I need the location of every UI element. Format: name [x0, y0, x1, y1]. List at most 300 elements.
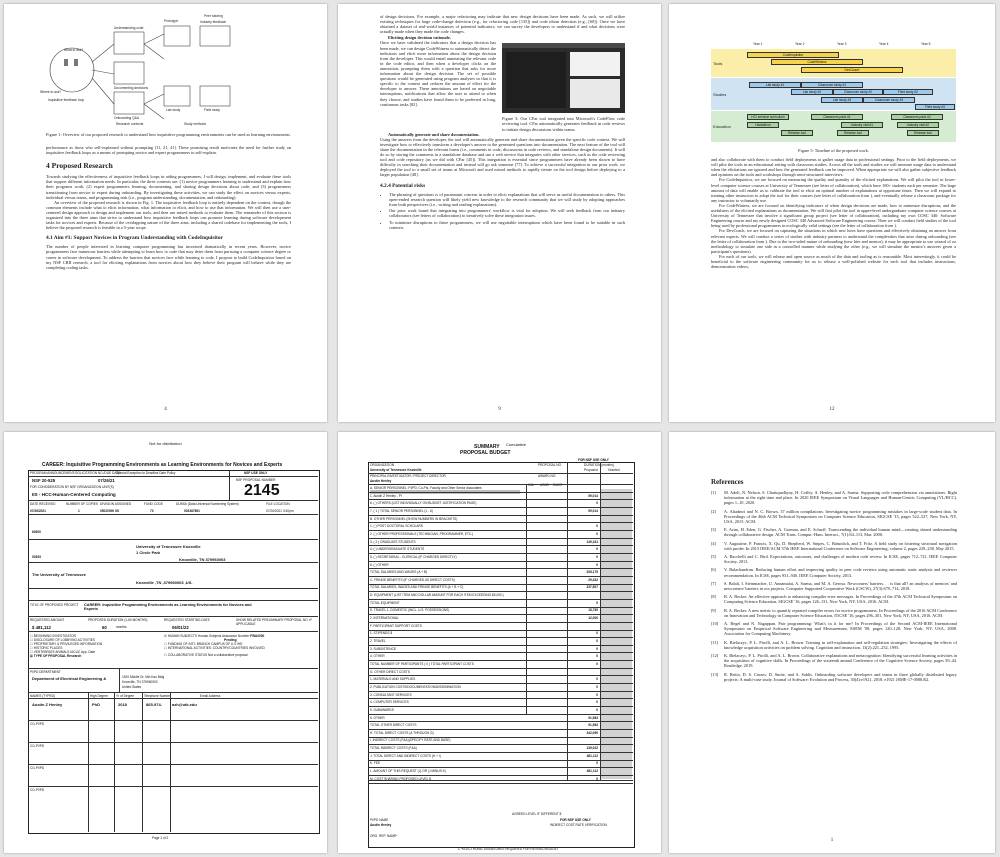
field-label: PI/PD NAME: [370, 818, 389, 822]
budget-row-value: 59,014: [588, 493, 598, 498]
field-label: PROGRAM ANNOUNCEMENT/SOLICITATION NO./DUE DATE: [30, 471, 121, 475]
budget-row-label: 2. TRAVEL: [370, 639, 386, 643]
reference-item: [711, 621, 957, 637]
fig-label: Inquisitive feedback loop: [48, 98, 85, 102]
timeline-bar: Release tool: [907, 130, 939, 136]
budget-row-label: L. AMOUNT OF THIS REQUEST (J) OR (J MINUS K): [370, 769, 446, 774]
page-number: 1: [830, 838, 834, 843]
checkbox-item: ☒ HUMAN SUBJECTS Human Subjects Assurance Number FWA0000: [164, 634, 265, 638]
budget-row-divider: [368, 767, 633, 768]
year-label: Year 4: [879, 42, 889, 46]
budget-row-divider: [368, 499, 633, 500]
pi-degree-year: 2018: [118, 702, 127, 707]
reference-text: K. Bielaczyc, P. L. Pirolli, and A. L. Brown. Training in self-explanation and self-regulation strategies: Investigating the effects of knowledge acquisition activities on problem solving. Cognition and instruction, 13(2):221–252, 1995.: [724, 639, 957, 650]
year-label: Year 1: [753, 42, 763, 46]
budget-row-label: 4. COMPUTER SERVICES: [370, 700, 409, 705]
duration-value: 60: [102, 625, 107, 630]
reference-item: [711, 640, 957, 650]
awardee-address: 1 Circle Park: [136, 550, 161, 555]
budget-row-label: TOTAL SALARIES, WAGES AND FRINGE BENEFITS (A + B + C): [370, 585, 464, 590]
field-label: AWARD NO.: [538, 474, 557, 478]
paragraph: performance as those who self-explained without prompting [11, 21, 41]. These promising result motivates the need for further study on inquisitive feedback loops as a means of prompting novice and expert programmers to self-explain.: [46, 145, 291, 156]
reference-text: E. Arias, H. Eden, G. Fischer, A. Gorman, and E. Scharff. Transcending the individual human mind—creating shared understanding through collaborative design. ACM Trans. Comput.-Hum. Interact., 7(1):84–113, Mar. 2000.: [724, 527, 957, 538]
pi-address: 1520 Middle Dr, Min Kao Bldg: [122, 675, 165, 679]
field-label: DUNS# (Data Universal Numbering System): [176, 502, 239, 506]
reference-number: [6]: [711, 567, 717, 573]
col-header: Telephone Number: [144, 694, 171, 698]
ein-value: 62600: [32, 530, 41, 534]
row-label: Studies: [713, 92, 727, 97]
budget-row-divider: [368, 652, 633, 653]
timeline-bar: Release tool: [837, 130, 869, 136]
row-label: Education: [713, 124, 731, 129]
timeline-bar: Classroom study #2: [833, 89, 883, 95]
field-label: Proposed: [584, 468, 598, 472]
budget-row-label: 3. ( 2 ) GRADUATE STUDENTS: [370, 539, 416, 544]
budget-row-divider: [368, 492, 633, 493]
col-header: Yr of Degree: [116, 694, 135, 698]
budget-row-value: 0: [596, 707, 598, 712]
budget-row-value: 0: [596, 631, 598, 636]
month-header: SUMR: [553, 483, 563, 487]
copi-label: CO-PI/PD: [30, 766, 45, 770]
fig-label: Documenting decisions: [114, 86, 149, 90]
field-label: PROPOSED DURATION (1-60 MONTHS): [88, 618, 148, 622]
file-location: 07/26/2021 3:40pm: [266, 509, 294, 513]
reference-list: [711, 490, 957, 682]
budget-row-value: 0: [596, 554, 598, 559]
budget-row-label: TOTAL SALARIES AND WAGES (A + B): [370, 570, 428, 575]
budget-row-divider: [368, 721, 633, 722]
budget-row-value: 0: [596, 639, 598, 643]
budget-row-value: 139,022: [586, 746, 598, 751]
budget-row-label: F. PARTICIPANT SUPPORT COSTS: [370, 623, 422, 628]
field-label: REQUESTED AMOUNT: [30, 618, 65, 622]
fig-label: Study methods: [184, 122, 206, 126]
pi-department: Department of Electrical Engineering &: [32, 676, 107, 681]
copi-label: CO-PI/PD: [30, 722, 45, 726]
reference-item: [711, 672, 957, 682]
budget-row-label: TOTAL OTHER DIRECT COSTS: [370, 723, 417, 728]
reference-number: [1]: [711, 490, 717, 495]
fig-label: Field study: [204, 108, 220, 112]
timeline-figure: [711, 42, 956, 142]
budget-row-label: TOTAL INDIRECT COSTS (F&A): [370, 746, 417, 751]
page-body: [380, 14, 625, 232]
budget-row-value: 0: [596, 776, 598, 781]
budget-row-label: 1. Austin Z Henley - PI: [370, 493, 402, 498]
field-label: REQUESTED STARTING DATE: [164, 618, 210, 622]
budget-row-value: 481,112: [586, 769, 598, 774]
budget-row-value: 0: [596, 661, 598, 666]
reference-number: [3]: [711, 527, 717, 533]
reference-item: [711, 581, 957, 591]
budget-row-divider: [368, 760, 633, 761]
reference-number: [4]: [711, 540, 717, 546]
paragraph: and also collaborate with them to conduct field deployments to gather usage data in professional settings. Prior to the field deployments, we will pilot the tools in an educational setting with classroom studies. Across all the tools and studies we will measure usage data to understand when the elicitations are ignored and how the generated feedback can be improved. When appropriate we will also gather subjective feedback and opinions on the tools and workshops through semi-structured interviews.: [711, 157, 956, 178]
copies-value: 1: [78, 509, 80, 513]
timeline-bar: Hackathon: [747, 122, 779, 128]
budget-row-label: TOTAL NUMBER OF PARTICIPANTS ( 0 ) TOTAL PARTICIPANT COSTS: [370, 661, 474, 666]
reference-number: [9]: [711, 607, 717, 613]
budget-row-value: 0: [596, 654, 598, 659]
awardee-city: Knoxville, TN 379960003: [179, 557, 226, 562]
budget-row-divider: [368, 607, 633, 608]
paragraph: For CodeInquisitor, we are focused on measuring the quality and quantity of the elicited explanations. We will pilot the tool in lower-level computer science courses at University of Tennessee (see letter of collaboration), which have 100+ students each per semester. The large amount of data will enable us to calibrate the tool to elicit an optimal number of explanations at opportune times. Then we will expand to training other instructors to adopt the tool for their courses (see letter of collaboration from ), and eventually release a classroom package for any instructor to voluntarily use.: [711, 177, 956, 203]
reference-text: V. Balachandran. Reducing human effort and improving quality in peer code reviews using automatic static analysis and reviewer recommendation. In ICSE, pages 931–940. IEEE Computer Society, 2013.: [724, 567, 957, 578]
budget-row-value: 0: [596, 646, 598, 651]
timeline-bar: DevCoach: [801, 67, 903, 73]
reference-number: [8]: [711, 594, 717, 600]
field-label: NSF PROPOSAL NUMBER: [236, 478, 276, 482]
paragraph: For each of our tools, we will release and open source as much of the data and tooling as is reasonable. Most interestingly, it could be beneficial to the software engineering community for us to release a well-polished website for each tool that includes instructions, demonstration videos,: [711, 253, 956, 270]
timeline-bar: Lab study #1: [749, 82, 801, 88]
budget-row-label: 2. ( ) OTHER PROFESSIONALS (TECHNICIAN, PROGRAMMER, ETC.): [370, 531, 474, 536]
figure-caption: Figure 5: Timeline of the proposed work.: [798, 148, 869, 153]
budget-row-divider: [368, 538, 633, 539]
field-label: Granted: [608, 468, 620, 472]
field-label: FOR CONSIDERATION BY NSF ORGANIZATION UNIT(S): [30, 485, 114, 489]
checkbox-item: ☐ HISTORIC PLACES: [30, 646, 63, 650]
performing-org: The University of Tennessee: [32, 572, 86, 577]
subsection-heading: 4.1 Aim #1: Support Novices in Program Understanding with CodeInquisitor: [46, 235, 223, 242]
budget-row-label: 2. INTERNATIONAL: [370, 616, 399, 621]
awardee-code: 00353: [32, 555, 41, 559]
budget-row-divider: [368, 522, 633, 523]
budget-row-label: G. OTHER DIRECT COSTS: [370, 669, 410, 674]
budget-row-value: 0: [596, 501, 598, 506]
copi-label: CO-PI/PD: [30, 744, 45, 748]
reference-number: [5]: [711, 554, 717, 560]
timeline-bar: Field study #2: [883, 89, 933, 95]
checkbox-item: ☒ TYPE OF PROPOSAL Research: [30, 654, 82, 658]
field-label: TITLE OF PROPOSED PROJECT: [30, 603, 79, 607]
list-item: • Our prior work found that integrating into programmers' workflow is vital for adoption. We will seek feedback from our industry collaborators (see letters of collaboration) to iteratively solve these integration issues.: [389, 208, 625, 218]
duration-unit: months: [116, 625, 127, 629]
budget-row-value: 0: [596, 524, 598, 529]
page-12: [669, 4, 995, 422]
timeline-bar: CodeWitness: [771, 59, 863, 65]
fig-label: Where to ask?: [40, 90, 62, 94]
checkbox-item: ☐ BEGINNING INVESTIGATOR: [30, 634, 76, 638]
field-label: ORG. REP. NAME*: [370, 834, 398, 838]
budget-row-divider: [368, 744, 633, 745]
division-value: 05020000 IIS: [100, 509, 119, 513]
fig-label: Industry feedback: [200, 20, 227, 24]
budget-row-label: 4. ( ) UNDERGRADUATE STUDENTS: [370, 547, 425, 552]
timeline-bar: Industry visit #1: [841, 122, 883, 128]
figure-caption: Figure 3: Our CFar tool integrated into Microsoft's CodeFlow code reviewing tool. CFar automatically generates feedback in code reviews to initiate design discussions within teams.: [502, 116, 625, 132]
budget-row-value: 91,583: [588, 723, 598, 728]
timeline-bar: Industry visit #2: [897, 122, 939, 128]
timeline-bar: Classroom study #3: [863, 97, 915, 103]
pi-sign-name: Austin Henley: [370, 823, 392, 827]
budget-row-divider: [368, 599, 633, 600]
reference-text: B. A. Becker. A new metric to quantify repeated compiler errors for novice programmers. In Proceedings of the 2016 ACM Conference on Innovation and Technology in Computer Science Education, ITiCSE '16, pages 296–301, New York, NY, USA, 2016. ACM.: [724, 607, 957, 618]
org-unit-value: IIS - HCC-Human-Centered Computing: [32, 492, 116, 497]
reference-item: [711, 608, 957, 618]
budget-row-label: 4. OTHER: [370, 654, 385, 659]
budget-row-label: D. EQUIPMENT (LIST ITEM AND DOLLAR AMOUNT FOR EACH ITEM EXCEEDING $5,000.): [370, 593, 504, 598]
timeline-bar: Classroom pack #2: [891, 114, 943, 120]
budget-row-divider: [368, 737, 633, 738]
row-label: Tools: [713, 61, 723, 66]
nsf-use-label: FOR NSF USE ONLY: [578, 458, 609, 462]
field-label: DIVISION ASSIGNED: [100, 502, 132, 506]
budget-row-label: 3. CONSULTANT SERVICES: [370, 692, 412, 697]
budget-row-value: 0: [596, 684, 598, 689]
budget-row-divider: [368, 691, 633, 692]
reference-number: [12]: [711, 653, 719, 659]
timeline-bar: Lab study #2: [791, 89, 833, 95]
reference-item: [711, 527, 957, 537]
budget-row-divider: [368, 660, 633, 661]
paragraph-heading: Eliciting design decision rationale.: [388, 35, 451, 41]
budget-row-value: 208,175: [586, 570, 598, 575]
budget-row-label: 6. OTHER: [370, 715, 385, 720]
form-page-number: Page 1 of 2: [152, 836, 169, 840]
budget-row-label: 6. ( ) OTHERS (LIST INDIVIDUALLY ON BUDGET JUSTIFICATION PAGE): [370, 501, 477, 506]
checkbox-item: ☐ PROPRIETARY & PRIVILEGED INFORMATION: [30, 642, 103, 646]
fig-label: Understanding code: [114, 26, 144, 30]
reference-item: [711, 509, 957, 525]
budget-row-label: E. TRAVEL 1. DOMESTIC (INCL. U.S. POSSESSIONS): [370, 608, 450, 613]
budget-row-value: 149,161: [586, 539, 598, 544]
fig-label: Prototype: [164, 19, 179, 23]
budget-row-value: 481,112: [586, 753, 598, 758]
paragraph: For DevCoach, we are focused on capturing the situations in which new hires have questions and effectively obtaining an answer from relevant experts. We will conduct a series of studies with industry partners to understand the complexities that arise during onboarding (see the letter of collaboration from ). Due to the two-sided nature of onboarding (new hire and mentor), it may be appropriate to use wizard of oz methodology to simulate one side in a controlled manner while studying the other (e.g., we will simulate the mentor's answers given a participant's questions).: [711, 228, 956, 254]
budget-row-label: 1. MATERIALS AND SUPPLIES: [370, 677, 416, 682]
pi-email: azh@utk.edu: [172, 702, 197, 707]
budget-row-value: 29,332: [588, 577, 598, 582]
requested-amount: $ 481,112: [32, 625, 51, 630]
paragraph: Using the answers from the developer, the tool will automatically generate and share documentation given the specific code context. We will investigate how to effectively transform a developer's answer to the generated questions into documentation. The next feature of the tool will share the documentation in the relevant forms (i.e., comments in code, discussions in code reviews, and standalone design documents). It will do so by storing the comments in a standalone database and use a web service that integrates with other services, such as the code reviewing tool and code repository (as we did with CFar [45]). This integration is essential since programmers have already been shown to have difficulty in searching their documentation and instead will go ask someone [77]. To achieve a successful integration in our prior work, we deployed the tool to a small set of teams at Microsoft and used mixed methods to rapidly iterate on the tool design before deploying to a larger population [48].: [380, 136, 625, 178]
budget-row-value: 12,000: [588, 616, 598, 621]
budget-row-divider: [368, 530, 633, 531]
start-date: 06/01/22: [172, 625, 189, 630]
budget-row-value: 15,750: [588, 608, 598, 613]
budget-row-divider: [368, 584, 633, 585]
fund-value: 73: [150, 509, 154, 513]
field-label: DURATION (months): [584, 463, 614, 467]
pi-address: Knoxville, TN 379960003: [122, 680, 158, 684]
reference-text: A. Bacchelli and C. Bird. Expectations, outcomes, and challenges of modern code review. In ICSE, pages 712–721. IEEE Computer Society, 2013.: [724, 554, 957, 565]
budget-row-value: 91,583: [588, 715, 598, 720]
field-label: Special Exception to Deadline Date Policy: [116, 471, 176, 475]
page-body: [711, 472, 957, 685]
duns-value: 003387891: [184, 509, 200, 513]
fig-label: Research contexts: [116, 122, 144, 126]
field-label: SHOW RELATED PRELIMINARY PROPOSAL NO. IF APPLICABLE: [236, 618, 313, 626]
budget-row-label: 6. ( ) OTHER: [370, 562, 389, 567]
budget-row-value: 0: [596, 692, 598, 697]
paragraph: For CodeWitness, we are focused on identifying indicators of when design decisions are made, how to minimize disruptions, and the usefulness of the elicited explanations as documentation. We will first pilot the tool in upper-level undergraduate computer science courses at University of Tennessee that involve a significant group project (see letter of collaboration), including my own COSC 340: Software Engineering course and my newly designed COSC 340 Advanced Software Engineering course. Then we will conduct field studies of the tool being used by professional programmers in ecologically valid settings (see the letter of collaboration from ).: [711, 202, 956, 229]
page-number: 9: [498, 407, 501, 412]
reference-item: [711, 541, 957, 551]
pi-phone: 865-974-: [146, 702, 163, 707]
budget-row-divider: [368, 614, 633, 615]
performing-city: Knoxville ,TN ,379960003 ,US.: [136, 580, 193, 585]
nsf-cover-sheet: [4, 432, 327, 853]
fig-label: Onboarding Q&A: [114, 116, 140, 120]
risk-list: [389, 192, 625, 231]
proposal-number: 2145: [244, 482, 280, 499]
field-label: DATE RECEIVED: [30, 502, 56, 506]
subsection-heading: 4.2.4 Potential risks: [380, 182, 426, 189]
reference-number: [10]: [711, 621, 719, 627]
paragraph: Once we have validated the indicators that a design decision has been made, we can design CodeWitness to automatically detect the indicators and elicit more information about the design decision from the developer. This would entail annotating the relevant code in the code editor, and then when a developer clicks on the annotation, prompting them with a question that asks for more information about the design decision. The set of possible questions would be generated using program analyses so that it is specific to the context and reduces the amount of effort for the developer to answer. These annotations are based on negotiable interruptions, notifications that allow the user to attend to when they choose, and studies have found them to be preferred in long, continuous tasks [82].: [380, 40, 496, 107]
field-label: PROPOSAL NO.: [538, 463, 562, 467]
summary-proposal-budget: [338, 432, 661, 853]
field-label: FILE LOCATION: [266, 502, 290, 506]
awardee-name: University of Tennessee Knoxville: [136, 544, 201, 549]
timeline-bar: Release tool: [781, 130, 813, 136]
budget-title: SUMMARY: [474, 444, 500, 450]
reference-item: [711, 567, 957, 577]
budget-row-value: 0: [596, 700, 598, 705]
month-header: ACAD: [540, 483, 549, 487]
pi-name: Austin Z Henley: [32, 702, 63, 707]
budget-row-divider: [368, 668, 633, 669]
org-value: University of Tennessee Knoxville: [370, 468, 422, 472]
nsf-use-label: FOR NSF USE ONLY: [560, 818, 591, 822]
budget-row-label: 5. SUBAWARDS: [370, 707, 394, 712]
timeline-bar: Lab study #3: [821, 97, 863, 103]
figure-3-screenshot: [502, 43, 625, 113]
references-title: References: [711, 478, 744, 486]
reference-number: [7]: [711, 580, 717, 586]
field-label: PI/PD DEPARTMENT: [30, 670, 61, 674]
budget-row-value: 0: [596, 677, 598, 682]
budget-row-label: TOTAL EQUIPMENT: [370, 600, 400, 605]
field-label: ORGANIZATION: [370, 463, 395, 467]
budget-row-divider: [368, 545, 633, 546]
reference-text: S. Balali, I. Steinmacher, U. Annamalai, A. Sarma, and M. A. Gerosa. Newcomers' barriers. . . is that all? an analysis of mentors' and newcomers' barriers in oss projects. Computer Supported Cooperative Work (CSCW), 27(3):679–714, 2018.: [724, 580, 957, 592]
budget-row-value: 0: [596, 600, 598, 605]
figure-caption: Figure 1: Overview of our proposed research to understand how inquisitive programming environments can be used as learning environments.: [46, 132, 291, 137]
budget-row-divider: [368, 576, 633, 577]
budget-row-divider: [368, 775, 633, 776]
budget-row-label: B. OTHER PERSONNEL (SHOW NUMBERS IN BRACKETS): [370, 516, 458, 521]
nsf-shaded-column: [601, 489, 632, 779]
timeline-bar: Field study #3: [915, 104, 955, 110]
budget-row-label: H. TOTAL DIRECT COSTS (A THROUGH G): [370, 730, 434, 735]
reference-number: [2]: [711, 508, 717, 514]
month-header: CAL: [528, 483, 535, 487]
budget-row-divider: [368, 591, 633, 592]
due-date-value: 07/26/21: [98, 478, 115, 483]
budget-row-label: 1. ( ) POST DOCTORAL SCHOLARS: [370, 524, 423, 529]
figure-1-diagram: [4, 4, 327, 134]
timeline-bar: CodeInquisitor: [747, 52, 839, 58]
paragraph: of design decisions. For example, a major refactoring may indicate that new design decisions have been made. As such, we will utilize existing techniques for large code-change detection (e.g., for refactoring code [135]) and code idiom detection (e.g., [60]). Once we have obtained a dataset of real-world instances of potential indicators, we can survey the developers to understand if and what decisions were actually made when they made the code changes.: [380, 14, 625, 35]
budget-row-divider: [368, 515, 633, 516]
reference-text: R. Britto, D. S. Cruzes, D. Smite, and A. Sablis. Onboarding software developers and teams in three globally distributed legacy projects: A multi-case study. Journal of Software: Evolution and Process, 30(4):e1921, 2018. e1921 JSME-17-0088.R2.: [724, 671, 957, 682]
page-number: 4: [164, 407, 167, 412]
section-heading: 4 Proposed Research: [46, 161, 113, 171]
page-9: [338, 4, 661, 422]
reference-text: M. Adeli, N. Nelson, S. Chattopadhyay, H. Coffey, A. Henley, and A. Sarma. Supporting code comprehension via annotations: Right information at the right time and place. In 2020 IEEE Symposium on Visual Languages and Human-Centric Computing (VL/HCC), pages 1–10, 2020.: [724, 490, 957, 506]
date-received: 07/26/2021: [30, 509, 46, 513]
reference-item: [711, 594, 957, 604]
budget-footer: C *ELECTRONIC SIGNATURES REQUIRED FOR REVISED BUDGET: [458, 847, 559, 851]
budget-row-value: 0: [596, 531, 598, 536]
form-title: CAREER: Inquisitive Programming Environments as Learning Environments for Novices and Experts: [42, 462, 283, 468]
year-label: Year 2: [795, 42, 805, 46]
reference-item: [711, 653, 957, 669]
budget-row-divider: [368, 729, 633, 730]
budget-row-divider: [368, 568, 633, 569]
budget-row-divider: [368, 622, 633, 623]
reference-text: K. Bielaczyc, P. L. Pirolli, and A. L. Brown. Collaborative explanations and metacognition: Identifying successful learning activities in the acquisition of cognitive skills. In Proceedings of the sixteenth annual Conference of the Cognitive Science Society, pages 39–44. Routledge, 2019.: [724, 653, 957, 669]
budget-row-label: 3. SUBSISTENCE: [370, 646, 397, 651]
fig-label: Lab study: [166, 108, 181, 112]
checkbox-item: ☐ DISCLOSURE OF LOBBYING ACTIVITIES: [30, 638, 96, 642]
budget-row-label: 2. PUBLICATION COSTS/DOCUMENTATION/DISSEMINATION: [370, 684, 461, 689]
irb-status: Pending: [224, 638, 237, 642]
fig-label: Peer tutoring: [204, 14, 223, 18]
budget-row-divider: [368, 714, 633, 715]
col-header: NAMES (TYPED): [30, 694, 55, 698]
reference-item: [711, 490, 957, 506]
budget-row-divider: [368, 783, 633, 784]
budget-row-label: C. FRINGE BENEFITS (IF CHARGED AS DIRECT COSTS): [370, 577, 455, 582]
budget-row-divider: [368, 553, 633, 554]
solicitation-value: NSF 20-525: [32, 478, 56, 483]
reference-text: B. A. Becker. An effective approach to enhancing compiler error messages. In Proceedings of the 47th ACM Technical Symposium on Computing Science Education, SIGCSE '16, pages 126–131, New York, NY, USA, 2016. ACM.: [724, 594, 957, 605]
checkbox-item: ☐ INTERNATIONAL ACTIVITIES: COUNTRY/COUNTRIES INVOLVED: [164, 646, 265, 650]
budget-row-divider: [368, 630, 633, 631]
budget-row-divider: [368, 507, 633, 508]
budget-row-divider: [368, 752, 633, 753]
project-title: CAREER: Inquisitive Programming Environments as Learning Environments for Novices and Experts: [84, 603, 252, 611]
budget-row-value: 0: [596, 547, 598, 552]
budget-row-divider: [368, 645, 633, 646]
budget-row-value: 0: [596, 562, 598, 567]
fig-label: What to ask?: [64, 48, 84, 52]
col-header: Email Address: [200, 694, 221, 698]
reference-number: [13]: [711, 671, 719, 677]
budget-row-label: I. INDIRECT COSTS (F&A)(SPECIFY RATE AND BASE): [370, 738, 451, 743]
field-label: PRINCIPAL INVESTIGATOR / PROJECT DIRECTOR: [370, 474, 446, 478]
paragraph-heading: Automatically generate and share documentation.: [388, 131, 480, 137]
budget-row-label: M. COST SHARING PROPOSED LEVEL $: [370, 776, 431, 781]
budget-row-divider: [368, 637, 633, 638]
distribution-note: Not for distribution: [149, 441, 182, 446]
reference-text: V. Augustine, P. Francis, X. Qu, D. Shepherd, W. Snipes, C. Bräunlich, and T. Fritz. A field study on fostering structural navigation with prodet. In 2015 IEEE/ACM 37th IEEE International Conference on Software Engineering, volume 2, pages 229–238, May 2015.: [724, 540, 957, 551]
page-body: [46, 132, 291, 270]
checklist-right: [164, 634, 314, 657]
budget-row-divider: [368, 675, 633, 676]
figure-1: [4, 4, 327, 134]
field-label: FUND CODE: [144, 502, 163, 506]
budget-row-label: A. SENIOR PERSONNEL: PI/PD, Co-PIs, Faculty and Other Senior Associates: [370, 486, 482, 490]
budget-row-divider: [368, 561, 633, 562]
budget-row-label: 5. ( ) SECRETARIAL - CLERICAL (IF CHARGED DIRECTLY): [370, 554, 457, 559]
year-label: Year 3: [837, 42, 847, 46]
budget-row-divider: [368, 706, 633, 707]
cumulative-label: Cumulative: [506, 442, 527, 447]
list-item: • To minimize disruptions to these programmers, we will use negotiable interruptions which have been found to be suitable in such contexts.: [389, 220, 625, 230]
budget-row-value: 342,090: [586, 730, 598, 735]
budget-row-label: 1. STIPENDS $: [370, 631, 393, 636]
reference-number: [11]: [711, 639, 718, 645]
budget-row-label: 7. ( 1 ) TOTAL SENIOR PERSONNEL (1 - 6): [370, 508, 433, 513]
timeline-bar: Classroom pack #1: [811, 114, 863, 120]
budget-row-divider: [368, 698, 633, 699]
pi-value: Austin Henley: [370, 479, 392, 483]
field-label: NSF USE ONLY: [244, 471, 268, 475]
